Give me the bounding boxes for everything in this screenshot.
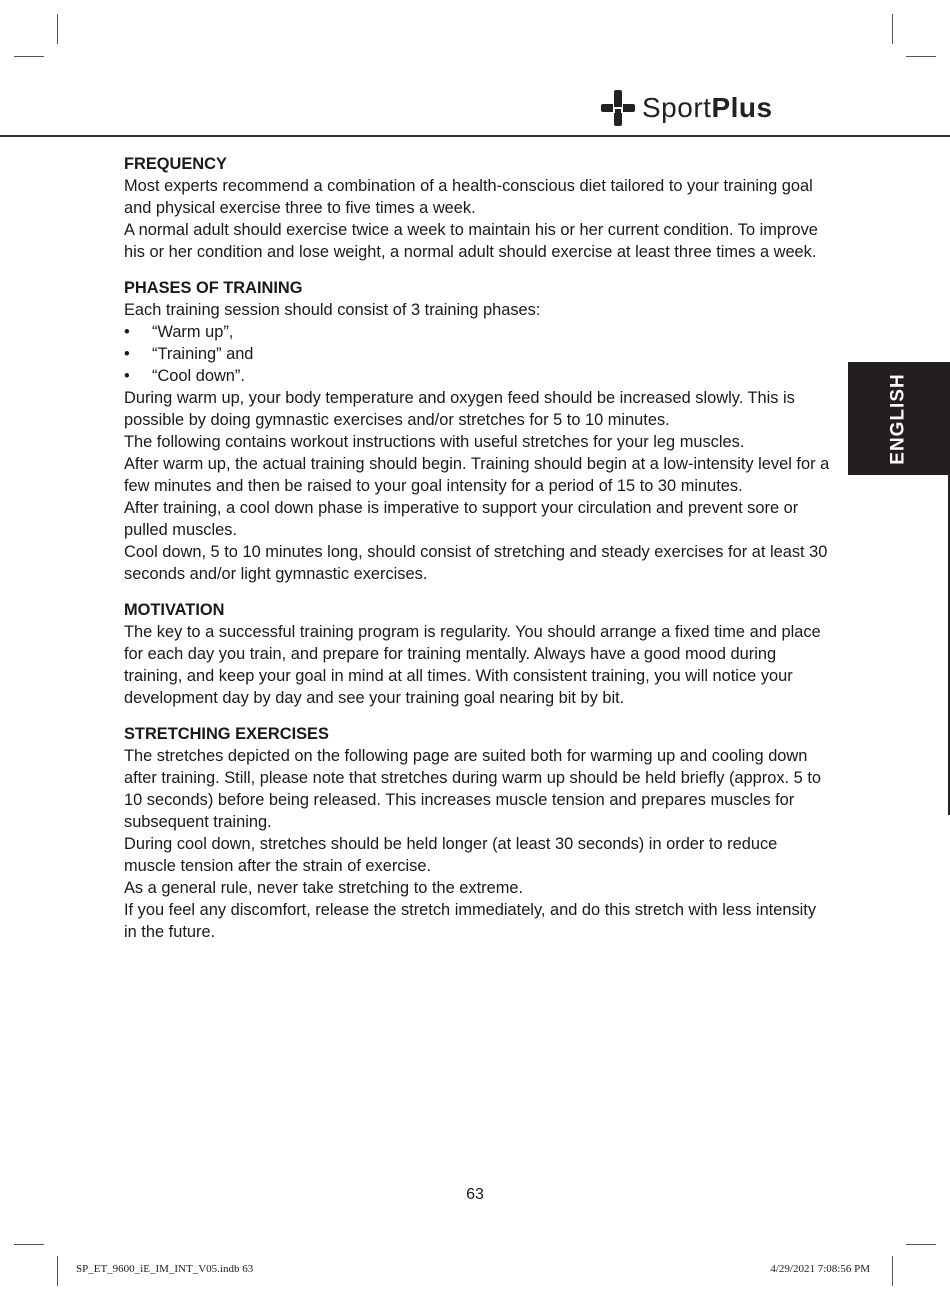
crop-mark (906, 56, 936, 57)
section-phases-of-training (124, 277, 830, 585)
crop-mark (14, 1244, 44, 1245)
crop-mark (57, 14, 58, 44)
section-heading: STRETCHING EXERCISES (124, 725, 329, 743)
paragraph: Cool down, 5 to 10 minutes long, should consist of stretching and steady exercises for at least 30 seconds and/or light gymnastic exercises. (124, 543, 828, 583)
section-stretching-exercises (124, 723, 830, 943)
brand-logo (600, 88, 830, 128)
paragraph: After training, a cool down phase is imperative to support your circulation and prevent sore or pulled muscles. (124, 499, 799, 539)
section-heading: FREQUENCY (124, 155, 227, 173)
header-rule (0, 135, 950, 137)
bullet-list (124, 321, 830, 387)
paragraph: During cool down, stretches should be held longer (at least 30 seconds) in order to reduce muscle tension after the strain of exercise. (124, 835, 778, 875)
page-content (124, 153, 830, 957)
paragraph: If you feel any discomfort, release the stretch immediately, and do this stretch with less intensity in the future. (124, 901, 817, 941)
list-item: • “Training” and (124, 343, 830, 365)
list-item: • “Cool down”. (124, 365, 830, 387)
paragraph: A normal adult should exercise twice a week to maintain his or her current condition. To improve his or her condition and lose weight, a normal adult should exercise at least three times a week. (124, 221, 818, 261)
brand-wordmark (642, 92, 773, 124)
paragraph: After warm up, the actual training should begin. Training should begin at a low-intensity level for a few minutes and then be raised to your goal intensity for a period of 15 to 30 minutes. (124, 455, 830, 495)
paragraph: As a general rule, never take stretching to the extreme. (124, 879, 524, 897)
section-frequency (124, 153, 830, 263)
language-tab-label: ENGLISH (887, 372, 909, 465)
footer-timestamp: 4/29/2021 7:08:56 PM (770, 1263, 870, 1275)
crop-mark (906, 1244, 936, 1245)
paragraph: Each training session should consist of 3 training phases: (124, 301, 541, 319)
paragraph: During warm up, your body temperature and oxygen feed should be increased slowly. This is possible by doing gymnastic exercises and/or stretches for 5 to 10 minutes. (124, 389, 795, 429)
crop-mark (892, 14, 893, 44)
crop-mark (57, 1256, 58, 1286)
list-item: • “Warm up”, (124, 321, 830, 343)
paragraph: The following contains workout instructions with useful stretches for your leg muscles. (124, 433, 745, 451)
crop-mark (892, 1256, 893, 1286)
paragraph: The stretches depicted on the following page are suited both for warming up and cooling down after training. Still, please note that stretches during warm up should be held briefly (approx. 5 to 10 seconds) before being released. This increases muscle tension and prepares muscles for subsequent training. (124, 747, 821, 831)
paragraph: Most experts recommend a combination of a health-conscious diet tailored to your training goal and physical exercise three to five times a week. (124, 177, 813, 217)
brand-light: Sport (642, 92, 712, 123)
sportplus-cross-icon (600, 89, 636, 127)
brand-bold: Plus (711, 92, 773, 123)
section-motivation (124, 599, 830, 709)
paragraph: The key to a successful training program is regularity. You should arrange a fixed time and place for each day you train, and prepare for training mentally. Always have a good mood during training, and keep your goal in mind at all times. With consistent training, you will notice your development day by day and see your training goal nearing bit by bit. (124, 623, 821, 707)
crop-mark (14, 56, 44, 57)
footer-file-info: SP_ET_9600_iE_IM_INT_V05.indb 63 (76, 1263, 254, 1275)
section-heading: PHASES OF TRAINING (124, 279, 303, 297)
page-number: 63 (466, 1186, 484, 1203)
section-heading: MOTIVATION (124, 601, 225, 619)
language-tab (848, 362, 950, 475)
